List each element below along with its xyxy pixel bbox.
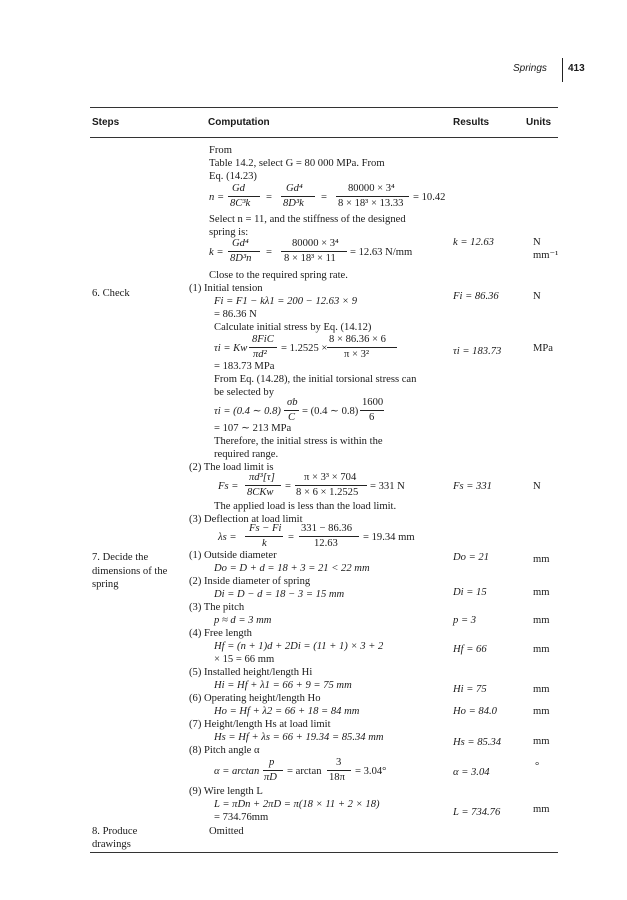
computation-line: Hi = Hf + λ1 = 66 + 9 = 75 mm — [214, 680, 352, 691]
computation-line: = 86.36 N — [214, 309, 257, 320]
fraction-denominator: 8C³k — [230, 198, 251, 209]
equals-sign: = — [285, 481, 291, 492]
fraction-denominator: k — [262, 538, 267, 549]
equals-sign: = — [266, 247, 272, 258]
equation-result: = 331 N — [370, 481, 405, 492]
unit-value: N — [533, 481, 541, 492]
fraction-bar — [284, 410, 299, 411]
step-decide-line1: 7. Decide the — [92, 552, 149, 563]
fraction-denominator: 18π — [329, 772, 345, 783]
fraction-denominator: 8D³n — [230, 253, 252, 264]
equation-lhs: n = — [209, 192, 225, 203]
computation-line: Hf = (n + 1)d + 2Di = (11 + 1) × 3 + 2 — [214, 641, 384, 652]
fraction-numerator: Gd — [232, 183, 245, 194]
computation-line: Calculate initial stress by Eq. (14.12) — [214, 322, 372, 333]
fraction-denominator: πd² — [253, 349, 267, 360]
fraction-bar — [263, 770, 283, 771]
result-value: Di = 15 — [453, 587, 487, 598]
computation-line: (9) Wire length L — [189, 786, 263, 797]
fraction-numerator: 8 × 86.36 × 6 — [329, 334, 386, 345]
equation-mid: = 1.2525 × — [281, 343, 328, 354]
computation-line: (3) Deflection at load limit — [189, 514, 303, 525]
step-decide-line3: spring — [92, 579, 119, 590]
computation-line: (3) The pitch — [189, 602, 245, 613]
fraction-bar — [228, 196, 260, 197]
computation-line: = 734.76mm — [214, 812, 269, 823]
computation-line: From — [209, 145, 232, 156]
result-value: Ho = 84.0 — [453, 706, 497, 717]
fraction-denominator: 6 — [369, 412, 375, 423]
fraction-bar — [281, 251, 347, 252]
computation-line: p ≈ d = 3 mm — [214, 615, 272, 626]
unit-value: N — [533, 237, 541, 248]
unit-value: mm — [533, 615, 550, 626]
step-produce-line2: drawings — [92, 839, 131, 850]
column-header-results: Results — [453, 117, 490, 128]
fraction-denominator: 8 × 6 × 1.2525 — [296, 487, 359, 498]
computation-line: (6) Operating height/length Ho — [189, 693, 321, 704]
unit-value: mm — [533, 684, 550, 695]
fraction-bar — [327, 347, 397, 348]
computation-line: Omitted — [209, 826, 244, 837]
equation-result: = 3.04° — [355, 766, 387, 777]
fraction-denominator: πD — [264, 772, 277, 783]
fraction-denominator: C — [288, 412, 296, 423]
result-value: k = 12.63 — [453, 237, 494, 248]
equation-mid: = arctan — [287, 766, 322, 777]
equals-sign: = — [321, 192, 327, 203]
result-value: Fs = 331 — [453, 481, 492, 492]
fraction-bar — [281, 196, 315, 197]
unit-value: mm⁻¹ — [533, 250, 559, 261]
fraction-bar — [299, 536, 359, 537]
step-produce-line1: 8. Produce — [92, 826, 138, 837]
equation-result: = 19.34 mm — [363, 532, 415, 543]
step-decide-line2: dimensions of the — [92, 566, 168, 577]
fraction-denominator: 8D³k — [283, 198, 304, 209]
equals-sign: = — [266, 192, 272, 203]
page-number: 413 — [568, 63, 585, 74]
computation-line: Eq. (14.23) — [209, 171, 257, 182]
computation-line: From Eq. (14.28), the initial torsional stress can — [214, 374, 417, 385]
equation-result: = 10.42 — [413, 192, 446, 203]
table-header-rule — [90, 137, 558, 138]
unit-value: N — [533, 291, 541, 302]
column-header-units: Units — [526, 117, 551, 128]
computation-line: (4) Free length — [189, 628, 252, 639]
equation-lhs: α = arctan — [214, 766, 260, 777]
result-value: α = 3.04 — [453, 767, 490, 778]
computation-line: (2) Inside diameter of spring — [189, 576, 311, 587]
table-top-rule — [90, 107, 558, 108]
step-check: 6. Check — [92, 288, 130, 299]
unit-value: mm — [533, 736, 550, 747]
fraction-numerator: Gd⁴ — [286, 183, 303, 194]
equation-mid: = (0.4 ∼ 0.8) — [302, 406, 359, 417]
computation-line: (1) Outside diameter — [189, 550, 277, 561]
computation-line: (2) The load limit is — [189, 462, 274, 473]
fraction-bar — [249, 347, 277, 348]
fraction-bar — [360, 410, 384, 411]
unit-value: mm — [533, 587, 550, 598]
computation-line: = 107 ∼ 213 MPa — [214, 423, 292, 434]
equation-lhs: τi = Kw — [214, 343, 248, 354]
fraction-bar — [245, 485, 281, 486]
fraction-numerator: Fs − Fi — [249, 523, 282, 534]
running-title: Springs — [513, 63, 547, 74]
result-value: τi = 183.73 — [453, 346, 502, 357]
equation-lhs: k = — [209, 247, 224, 258]
fraction-numerator: 3 — [336, 757, 342, 768]
column-header-computation: Computation — [208, 117, 270, 128]
computation-line: Table 14.2, select G = 80 000 MPa. From — [209, 158, 385, 169]
computation-line: (5) Installed height/length Hi — [189, 667, 313, 678]
fraction-numerator: Gd⁴ — [232, 238, 249, 249]
equation-result: = 12.63 N/mm — [350, 247, 413, 258]
fraction-denominator: 8 × 18³ × 11 — [284, 253, 336, 264]
unit-value: MPa — [533, 343, 554, 354]
fraction-numerator: 8FiC — [252, 334, 274, 345]
unit-value: mm — [533, 804, 550, 815]
column-header-steps: Steps — [92, 117, 120, 128]
fraction-bar — [336, 196, 409, 197]
computation-line: Do = D + d = 18 + 3 = 21 < 22 mm — [214, 563, 370, 574]
computation-line: Therefore, the initial stress is within the — [214, 436, 383, 447]
result-value: Fi = 86.36 — [453, 291, 499, 302]
fraction-numerator: 80000 × 3⁴ — [348, 183, 395, 194]
fraction-denominator: 8CKw — [247, 487, 274, 498]
computation-line: Fi = F1 − kλ1 = 200 − 12.63 × 9 — [214, 296, 358, 307]
computation-line: Select n = 11, and the stiffness of the designed — [209, 214, 406, 225]
fraction-numerator: 80000 × 3⁴ — [292, 238, 339, 249]
fraction-denominator: 12.63 — [314, 538, 338, 549]
computation-line: spring is: — [209, 227, 249, 238]
table-bottom-rule — [90, 852, 558, 853]
result-value: Do = 21 — [453, 552, 489, 563]
equals-sign: = — [288, 532, 294, 543]
computation-line: Di = D − d = 18 − 3 = 15 mm — [214, 589, 345, 600]
equation-lhs: λs = — [218, 532, 237, 543]
result-value: L = 734.76 — [453, 807, 501, 818]
fraction-bar — [228, 251, 260, 252]
equation-lhs: τi = (0.4 ∼ 0.8) — [214, 406, 281, 417]
unit-value: ° — [535, 761, 540, 772]
fraction-numerator: 331 − 86.36 — [301, 523, 352, 534]
fraction-bar — [327, 770, 351, 771]
computation-line: The applied load is less than the load limit. — [214, 501, 397, 512]
computation-line: × 15 = 66 mm — [214, 654, 275, 665]
fraction-numerator: 1600 — [362, 397, 384, 408]
computation-line: (1) Initial tension — [189, 283, 263, 294]
equation-lhs: Fs = — [218, 481, 239, 492]
fraction-numerator: p — [269, 757, 275, 768]
fraction-denominator: 8 × 18³ × 13.33 — [338, 198, 404, 209]
unit-value: mm — [533, 554, 550, 565]
fraction-bar — [245, 536, 283, 537]
computation-line: Close to the required spring rate. — [209, 270, 348, 281]
result-value: Hs = 85.34 — [453, 737, 502, 748]
header-divider — [562, 58, 563, 82]
fraction-numerator: σb — [287, 397, 298, 408]
computation-line: = 183.73 MPa — [214, 361, 275, 372]
computation-line: Ho = Hf + λ2 = 66 + 18 = 84 mm — [214, 706, 360, 717]
computation-line: be selected by — [214, 387, 275, 398]
result-value: Hf = 66 — [453, 644, 487, 655]
unit-value: mm — [533, 644, 550, 655]
result-value: Hi = 75 — [453, 684, 487, 695]
computation-line: (8) Pitch angle α — [189, 745, 260, 756]
unit-value: mm — [533, 706, 550, 717]
computation-line: (7) Height/length Hs at load limit — [189, 719, 331, 730]
computation-line: L = πDn + 2πD = π(18 × 11 + 2 × 18) — [214, 799, 380, 810]
fraction-numerator: π × 3³ × 704 — [304, 472, 357, 483]
computation-line: required range. — [214, 449, 279, 460]
fraction-bar — [295, 485, 367, 486]
result-value: p = 3 — [453, 615, 477, 626]
fraction-denominator: π × 3² — [344, 349, 370, 360]
fraction-numerator: πd³[τ] — [249, 472, 275, 483]
computation-line: Hs = Hf + λs = 66 + 19.34 = 85.34 mm — [214, 732, 384, 743]
